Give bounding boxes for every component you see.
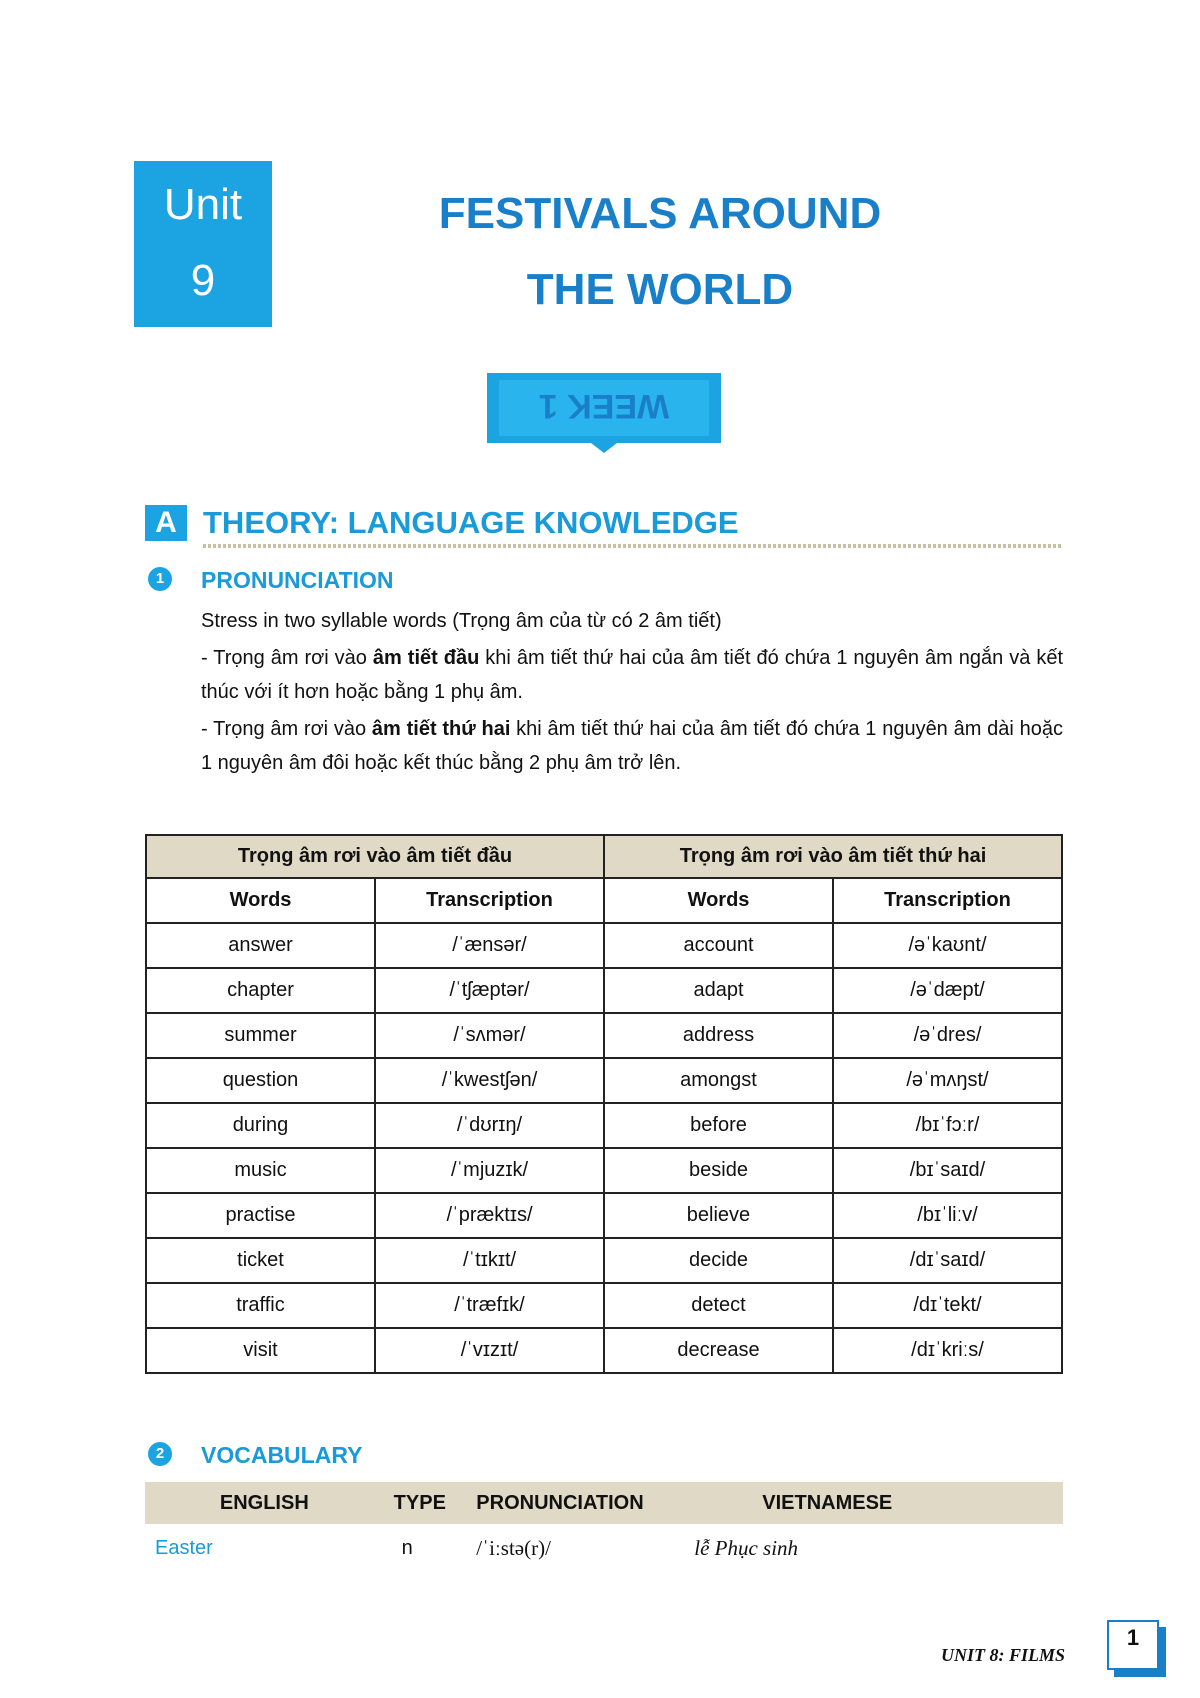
table-cell: visit	[146, 1328, 375, 1373]
table-cell: address	[604, 1013, 833, 1058]
table-cell: /bɪˈliːv/	[833, 1193, 1062, 1238]
table-cell: practise	[146, 1193, 375, 1238]
vocab-col-english: ENGLISH	[145, 1482, 384, 1524]
col-words-1: Words	[146, 878, 375, 923]
unit-badge	[134, 161, 272, 327]
table-cell: ticket	[146, 1238, 375, 1283]
vocab-english: Easter	[155, 1536, 213, 1559]
rule-1-prefix: - Trọng âm rơi vào	[201, 647, 373, 669]
table-cell: decrease	[604, 1328, 833, 1373]
table-cell: /ˈsʌmər/	[375, 1013, 604, 1058]
page-number-box	[1107, 1620, 1159, 1670]
table-cell: /ˈtræfɪk/	[375, 1283, 604, 1328]
table-row	[146, 1013, 1062, 1058]
table-row	[146, 1058, 1062, 1103]
table-cell: chapter	[146, 968, 375, 1013]
vocab-col-vietnamese: VIETNAMESE	[668, 1482, 1063, 1524]
unit-number: 9	[190, 256, 216, 305]
rule-1-suffix: khi âm tiết thứ hai của âm tiết đó chứa 1 nguyên âm ngắn và kết thúc với ít hơn hoặc bằng 1 phụ âm.	[201, 647, 1063, 703]
page-number: 1	[1107, 1620, 1159, 1670]
table-cell: answer	[146, 923, 375, 968]
week-banner	[487, 373, 721, 453]
table-column-header	[146, 878, 1062, 923]
page-title-line-1: FESTIVALS AROUND	[438, 189, 882, 238]
table-cell: /ˈkwestʃən/	[375, 1058, 604, 1103]
number-badge-icon: 1	[148, 567, 172, 591]
unit-word: Unit	[163, 180, 243, 229]
stress-table	[145, 834, 1063, 1374]
footer-unit-label: UNIT 8: FILMS	[940, 1645, 1065, 1665]
table-cell: /ˈmjuzɪk/	[375, 1148, 604, 1193]
col-transcription-2: Transcription	[833, 878, 1062, 923]
vocab-vietnamese: lễ Phục sinh	[694, 1535, 799, 1560]
table-cell: detect	[604, 1283, 833, 1328]
rules-intro: Stress in two syllable words (Trọng âm của từ có 2 âm tiết)	[201, 610, 722, 632]
table-cell: /ˈvɪzɪt/	[375, 1328, 604, 1373]
page-title-line-2: THE WORLD	[526, 265, 794, 314]
table-cell: amongst	[604, 1058, 833, 1103]
page-title	[360, 176, 960, 328]
table-group-header	[146, 835, 1062, 878]
vocab-col-type: TYPE	[384, 1482, 467, 1524]
col-words-2: Words	[604, 878, 833, 923]
number-badge-icon: 2	[148, 1442, 172, 1466]
table-cell: /əˈdæpt/	[833, 968, 1062, 1013]
table-cell: /ˈdʊrɪŋ/	[375, 1103, 604, 1148]
table-cell: /əˈkaʊnt/	[833, 923, 1062, 968]
table-cell: /bɪˈsaɪd/	[833, 1148, 1062, 1193]
table-row	[146, 1328, 1062, 1373]
group-first-syllable: Trọng âm rơi vào âm tiết đầu	[146, 835, 604, 878]
vocab-pronunciation: /ˈiːstə(r)/	[476, 1535, 551, 1560]
table-cell: /dɪˈtekt/	[833, 1283, 1062, 1328]
rule-2-bold: âm tiết thứ hai	[371, 718, 511, 740]
rule-second-syllable	[201, 712, 1063, 780]
table-cell: believe	[604, 1193, 833, 1238]
section-letter: A	[145, 505, 187, 541]
pronunciation-title: PRONUNCIATION	[201, 567, 394, 593]
table-cell: /ˈænsər/	[375, 923, 604, 968]
vocab-header-row	[145, 1482, 1063, 1524]
table-cell: /ˈtʃæptər/	[375, 968, 604, 1013]
table-row	[146, 968, 1062, 1013]
vocabulary-title: VOCABULARY	[201, 1442, 363, 1468]
table-cell: decide	[604, 1238, 833, 1283]
table-cell: during	[146, 1103, 375, 1148]
vocab-col-pronunciation: PRONUNCIATION	[466, 1482, 668, 1524]
table-cell: /bɪˈfɔːr/	[833, 1103, 1062, 1148]
group-second-syllable: Trọng âm rơi vào âm tiết thứ hai	[604, 835, 1062, 878]
table-row	[146, 1148, 1062, 1193]
table-cell: /ˈtɪkɪt/	[375, 1238, 604, 1283]
section-title: THEORY: LANGUAGE KNOWLEDGE	[203, 505, 739, 540]
table-cell: /dɪˈsaɪd/	[833, 1238, 1062, 1283]
table-cell: music	[146, 1148, 375, 1193]
table-row	[146, 1103, 1062, 1148]
rule-2-suffix: khi âm tiết thứ hai của âm tiết đó chứa 1 nguyên âm dài hoặc 1 nguyên âm đôi hoặc kết thúc bằng 2 phụ âm trở lên.	[201, 718, 1063, 774]
table-cell: before	[604, 1103, 833, 1148]
table-cell: /dɪˈkriːs/	[833, 1328, 1062, 1373]
table-row	[146, 1238, 1062, 1283]
col-transcription-1: Transcription	[375, 878, 604, 923]
table-cell: /ˈpræktɪs/	[375, 1193, 604, 1238]
table-row	[146, 923, 1062, 968]
table-cell: question	[146, 1058, 375, 1103]
week-label: WEEK 1	[538, 387, 670, 425]
rule-1-bold: âm tiết đầu	[372, 647, 480, 669]
vocabulary-table	[145, 1482, 1063, 1572]
rule-2-prefix: - Trọng âm rơi vào	[201, 718, 372, 740]
table-cell: account	[604, 923, 833, 968]
table-row	[146, 1193, 1062, 1238]
table-cell: /əˈmʌŋst/	[833, 1058, 1062, 1103]
table-cell: /əˈdres/	[833, 1013, 1062, 1058]
section-divider	[203, 544, 1061, 548]
table-row	[146, 1283, 1062, 1328]
table-cell: traffic	[146, 1283, 375, 1328]
section-a-heading	[145, 505, 1063, 545]
pronunciation-rules	[201, 604, 1063, 783]
table-cell: summer	[146, 1013, 375, 1058]
rule-first-syllable	[201, 641, 1063, 709]
vocab-type: n	[401, 1536, 413, 1559]
table-cell: adapt	[604, 968, 833, 1013]
table-cell: beside	[604, 1148, 833, 1193]
vocab-row	[145, 1524, 1063, 1572]
